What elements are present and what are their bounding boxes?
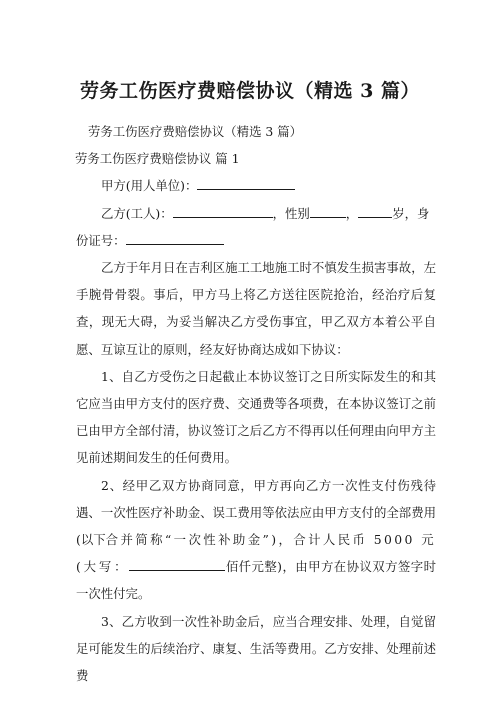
document-title: 劳务工伤医疗费赔偿协议（精选 3 篇）	[80, 80, 420, 102]
document-body	[76, 118, 436, 689]
amount-blank	[129, 558, 225, 571]
party-b-line	[76, 200, 436, 227]
party-b-gender-label: ，性别	[272, 205, 310, 221]
party-b-label: 乙方(工人)：	[101, 205, 173, 221]
clause-2	[76, 472, 436, 608]
party-b-age-blank	[358, 205, 392, 218]
party-b-gender-blank	[310, 205, 346, 218]
document-subtitle: 劳务工伤医疗费赔偿协议（精选 3 篇）	[88, 124, 303, 139]
clause-1: 1、自乙方受伤之日起截止本协议签订之日所实际发生的和其它应当由甲方支付的医疗费、交通费等各项费，在本协议签订之前已由甲方全部付清，协议签订之后乙方不得再以任何理由向甲方主见前述期间发生的任何费用。	[76, 368, 436, 466]
clause-2-part-3: 佰仟元整)，由甲方在协议双方签字时一次性付完。	[76, 559, 437, 602]
party-a-blank	[197, 177, 295, 190]
section-heading: 劳务工伤医疗费赔偿协议 篇 1	[75, 151, 240, 167]
party-b-id-line	[76, 227, 436, 254]
party-b-age-sep: ，	[345, 205, 359, 221]
clause-3: 3、乙方收到一次性补助金后，应当合理安排、处理，自觉留足可能发生的后续治疗、康复、生活等费用。乙方安排、处理前述费	[76, 613, 436, 684]
party-b-age-label: 岁，身	[392, 205, 430, 221]
clause-2-part-2: 合并简称“一次性补助金”)，合计人民币 5000 元(大写：	[76, 532, 436, 575]
party-b-name-blank	[173, 205, 273, 218]
party-a-line	[76, 172, 436, 199]
party-b-id-blank	[126, 232, 224, 245]
clause-2-part-1: 2、经甲乙双方协商同意，甲方再向乙方一次性支付伤残待遇、一次性医疗补助金、误工费用等依法应由甲方支付的全部费用(以下	[76, 477, 436, 548]
party-b-id-label: 份证号：	[76, 232, 126, 248]
intro-paragraph: 乙方于年月日在吉利区施工工地施工时不慎发生损害事故，左手腕骨骨裂。事后，甲方马上将乙方送往医院抢治，经治疗后复查，现无大碍，为妥当解决乙方受伤事宜，甲乙双方本着公平自愿、互谅互让的原则，经友好协商达成如下协议：	[76, 260, 436, 357]
party-a-label: 甲方(用人单位)：	[101, 178, 198, 194]
